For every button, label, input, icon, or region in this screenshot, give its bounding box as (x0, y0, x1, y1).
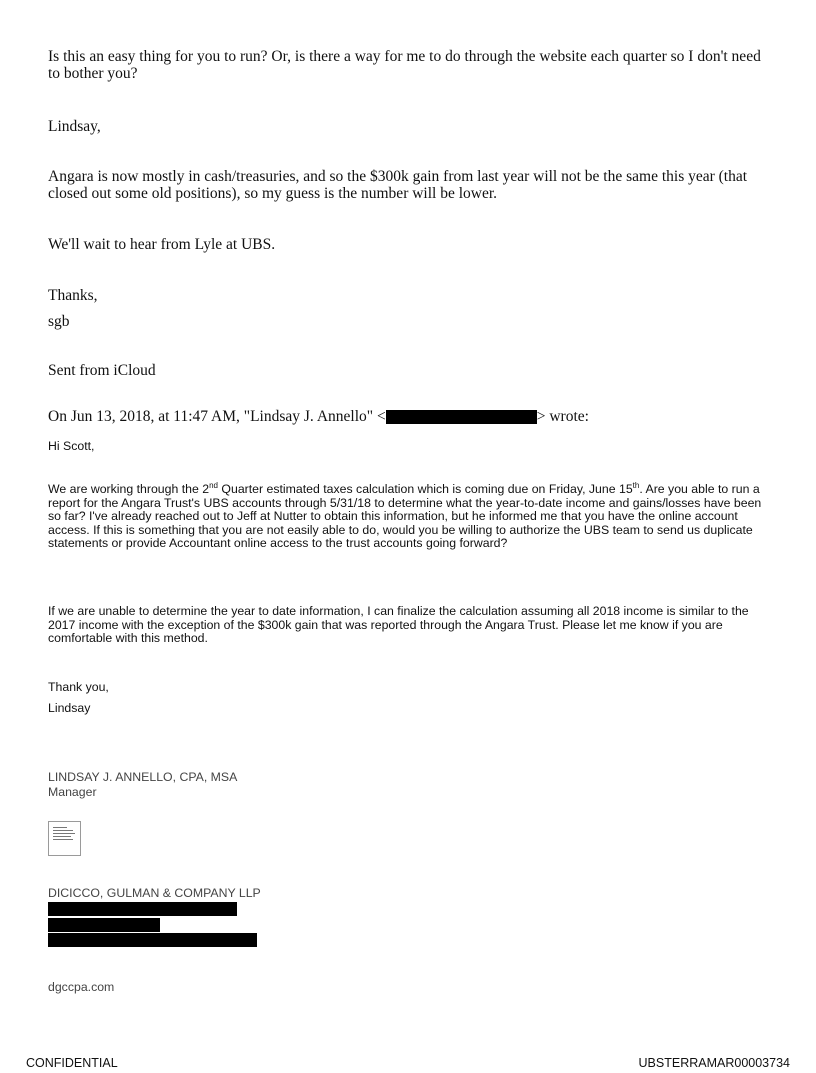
reply-initials: sgb (48, 313, 70, 330)
quote-header-prefix: On Jun 13, 2018, at 11:47 AM, "Lindsay J. Annello" < (48, 408, 386, 425)
redacted-address-line-3 (48, 933, 257, 947)
p1-part-a: We are working through the 2 (48, 482, 210, 496)
p1-superscript-th: th (632, 480, 640, 490)
signature-firm: DICICCO, GULMAN & COMPANY LLP (48, 886, 261, 900)
signature-name: LINDSAY J. ANNELLO, CPA, MSA (48, 770, 238, 784)
original-greeting: Hi Scott, (48, 439, 95, 453)
reply-question: Is this an easy thing for you to run? Or, is there a way for me to do through the website each quarter so I don't need to bother you? (48, 48, 761, 82)
p1-part-b: Quarter estimated taxes calculation which is coming due on Friday, June 15 (218, 482, 633, 496)
reply-thanks: Thanks, (48, 287, 98, 304)
signature-website: dgccpa.com (48, 980, 115, 994)
redacted-email (386, 410, 537, 424)
firm-logo-image (48, 821, 81, 856)
quote-header (48, 408, 773, 425)
p1-superscript-nd: nd (209, 480, 218, 490)
p1-part-c: . Are you able to run a report for the Angara Trust's UBS accounts through 5/31/18 to determine what the year-to-date income and gains/losses have been so far? I've already reached out to Jeff at Nutter to obtain this information, but he informed me that you have the online account access. If this is something that you are not easily able to do, would you be willing to authorize the UBS team to send us duplicate statements or provide Accountant online access to the trust accounts going forward? (48, 482, 762, 551)
original-name: Lindsay (48, 701, 91, 715)
redacted-address-line-1 (48, 902, 237, 916)
original-paragraph-2: If we are unable to determine the year to date information, I can finalize the calculation assuming all 2018 income is similar to the 2017 income with the exception of the $300k gain that was reported through the Angara Trust. Please let me know if you are comfortable with this method. (48, 604, 749, 646)
footer-bates-number: UBSTERRAMAR00003734 (638, 1056, 790, 1070)
signature-title: Manager (48, 785, 97, 799)
redacted-address-line-2 (48, 918, 160, 932)
reply-wait: We'll wait to hear from Lyle at UBS. (48, 236, 276, 253)
footer-confidential: CONFIDENTIAL (26, 1056, 118, 1070)
reply-greeting: Lindsay, (48, 118, 101, 135)
quote-header-suffix: > wrote: (536, 408, 589, 425)
original-closing: Thank you, (48, 680, 109, 694)
reply-body: Angara is now mostly in cash/treasuries, and so the $300k gain from last year will not be the same this year (that closed out some old positions), so my guess is the number will be lower. (48, 168, 748, 202)
sent-from: Sent from iCloud (48, 362, 156, 379)
original-paragraph-1 (48, 480, 776, 551)
